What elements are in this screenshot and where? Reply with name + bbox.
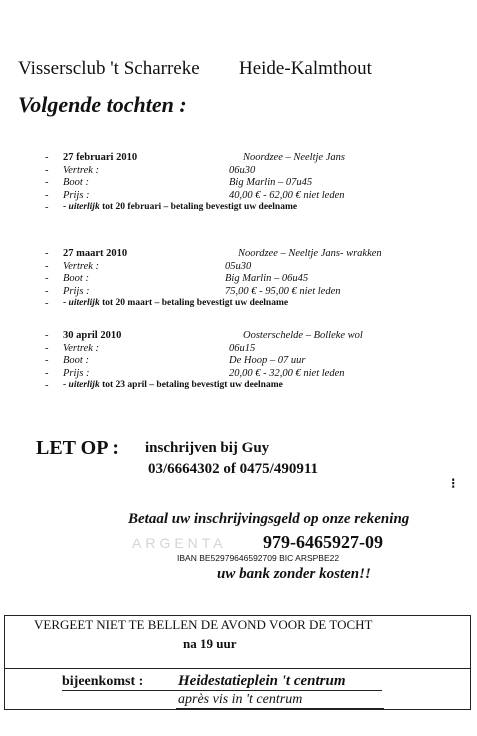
deadline-note	[63, 380, 283, 390]
boot-label: Boot :	[63, 273, 89, 284]
trip-destination: Noordzee – Neeltje Jans	[243, 152, 345, 163]
vertrek-time: 05u30	[225, 260, 252, 272]
trip-row	[0, 380, 477, 394]
deadline-text: tot 23 april – betaling bevestigt uw deelname	[99, 380, 283, 390]
vertrek-time: 06u15	[229, 342, 256, 354]
deadline-dash: -	[63, 298, 69, 308]
bullet-dash: -	[45, 177, 49, 188]
deadline-emphasis: uiterlijk	[68, 202, 100, 212]
boot-name: Big Marlin – 06u45	[225, 273, 309, 284]
boot-name: De Hoop – 07 uur	[229, 355, 306, 366]
bullet-dash: -	[45, 164, 49, 176]
bullet-dash: -	[45, 202, 49, 213]
boot-label: Boot :	[63, 355, 89, 366]
trip-destination: Noordzee – Neeltje Jans- wrakken	[238, 248, 382, 259]
vertrek-label: Vertrek :	[63, 342, 100, 354]
meeting-place: Heidestatieplein 't centrum	[178, 673, 346, 689]
bank-free-note: uw bank zonder kosten!!	[217, 566, 371, 582]
deadline-emphasis: uiterlijk	[68, 298, 100, 308]
bullet-dash: -	[45, 380, 49, 391]
trip-date: 27 februari 2010	[63, 152, 138, 163]
prijs-label: Prijs :	[63, 285, 90, 297]
trip-destination: Oosterschelde – Bolleke wol	[243, 330, 363, 341]
trip-row	[0, 298, 477, 312]
club-name: Vissersclub 't Scharreke	[18, 58, 200, 79]
prijs-value: 75,00 € - 95,00 € niet leden	[225, 285, 341, 297]
bullet-dash: -	[45, 248, 49, 259]
bullet-dash: -	[45, 189, 49, 201]
speck-mark: ⁝	[451, 477, 456, 492]
account-number: 979-6465927-09	[263, 532, 383, 552]
meeting-underline	[62, 690, 382, 691]
registration-contact: inschrijven bij Guy	[145, 440, 270, 456]
bank-logo: ARGENTA	[132, 535, 227, 551]
bullet-dash: -	[45, 342, 49, 354]
bullet-dash: -	[45, 273, 49, 284]
bullet-dash: -	[45, 367, 49, 379]
boot-label: Boot :	[63, 177, 89, 188]
iban-bic: IBAN BE52979646592709 BIC ARSPBE22	[177, 553, 340, 563]
notice-label: LET OP :	[36, 437, 119, 459]
vertrek-label: Vertrek :	[63, 260, 100, 272]
bullet-dash: -	[45, 152, 49, 163]
prijs-value: 20,00 € - 32,00 € niet leden	[229, 367, 345, 379]
phone-numbers: 03/6664302 of 0475/490911	[148, 461, 319, 477]
deadline-note	[63, 202, 297, 212]
bullet-dash: -	[45, 298, 49, 309]
bullet-dash: -	[45, 285, 49, 297]
deadline-dash: -	[63, 380, 69, 390]
trip-row	[0, 202, 477, 216]
payment-instruction: Betaal uw inschrijvingsgeld op onze rekening	[128, 511, 410, 527]
trip-date: 30 april 2010	[63, 330, 122, 341]
club-location: Heide-Kalmthout	[239, 58, 372, 79]
after-fishing-note: après vis in 't centrum	[178, 692, 303, 707]
prijs-value: 40,00 € - 62,00 € niet leden	[229, 189, 345, 201]
bullet-dash: -	[45, 330, 49, 341]
meeting-label: bijeenkomst :	[62, 674, 144, 689]
bullet-dash: -	[45, 260, 49, 272]
page-title: Volgende tochten :	[18, 92, 187, 117]
trip-date: 27 maart 2010	[63, 248, 128, 259]
prijs-label: Prijs :	[63, 189, 90, 201]
deadline-text: tot 20 februari – betaling bevestigt uw deelname	[99, 202, 298, 212]
bullet-dash: -	[45, 355, 49, 366]
deadline-text: tot 20 maart – betaling bevestigt uw deelname	[99, 298, 289, 308]
box-divider	[4, 668, 471, 669]
vertrek-label: Vertrek :	[63, 164, 100, 176]
call-time: na 19 uur	[183, 636, 237, 651]
prijs-label: Prijs :	[63, 367, 90, 379]
call-reminder: VERGEET NIET TE BELLEN DE AVOND VOOR DE TOCHT	[34, 617, 373, 632]
vertrek-time: 06u30	[229, 164, 256, 176]
after-underline	[176, 708, 384, 709]
deadline-dash: -	[63, 202, 69, 212]
boot-name: Big Marlin – 07u45	[229, 177, 313, 188]
deadline-emphasis: uiterlijk	[68, 380, 100, 390]
deadline-note	[63, 298, 288, 308]
